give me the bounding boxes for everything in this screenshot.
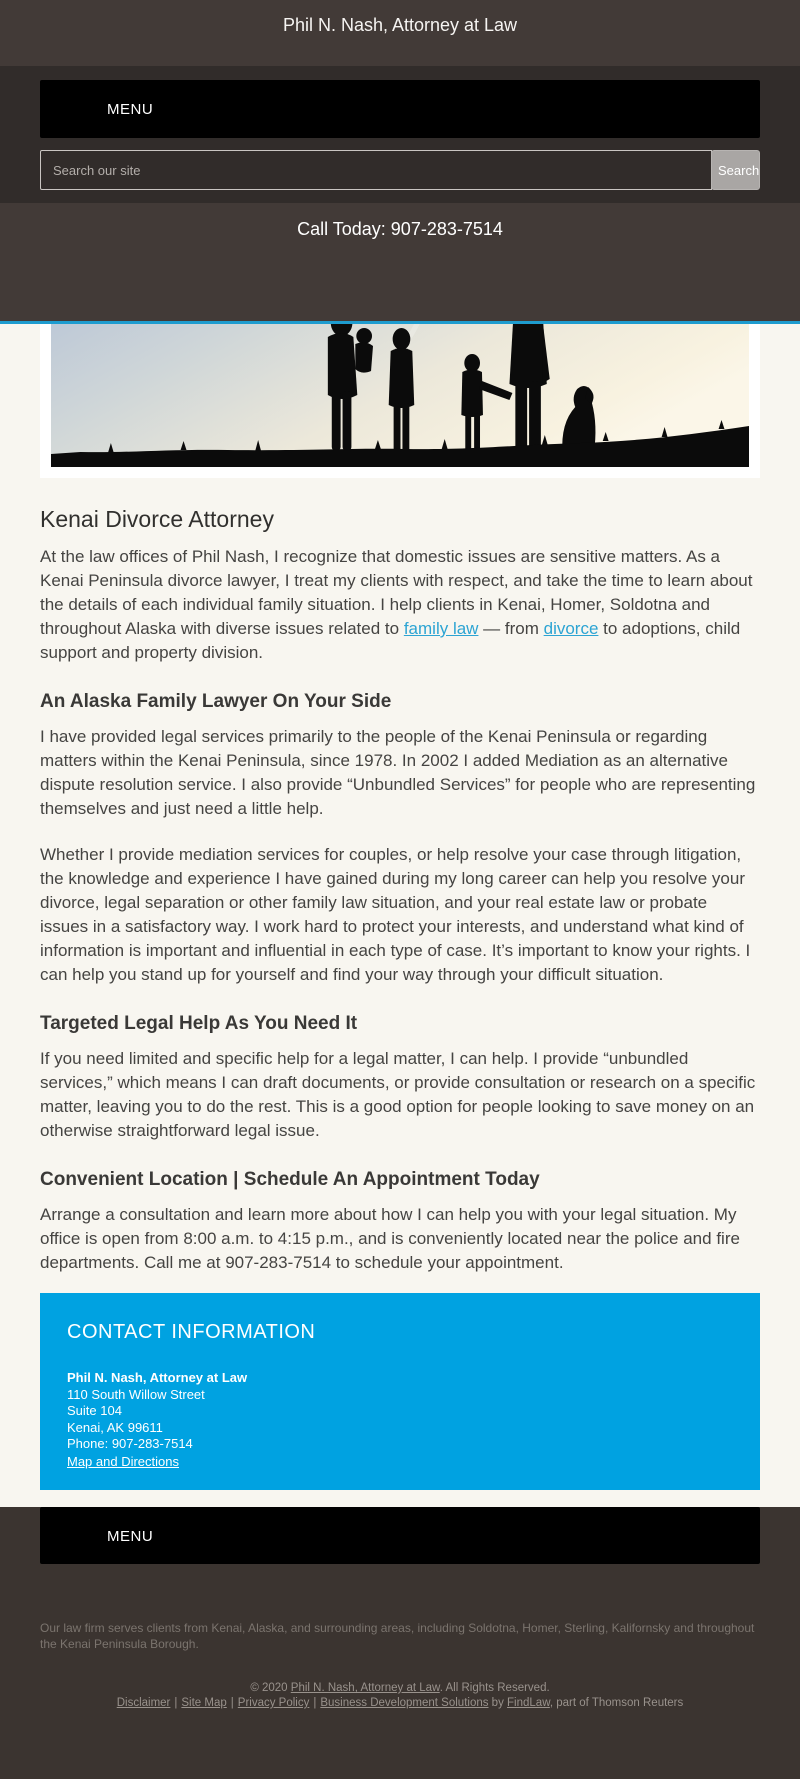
search-form <box>40 150 760 190</box>
nav-band <box>0 66 800 203</box>
intro-text-mid: — from <box>478 619 544 638</box>
site-map-link[interactable]: Site Map <box>181 1697 227 1709</box>
site-title: Phil N. Nash, Attorney at Law <box>282 15 518 35</box>
intro-paragraph <box>40 545 760 665</box>
contact-address-line2: Suite 104 <box>67 1403 122 1418</box>
map-and-directions-link[interactable]: Map and Directions <box>67 1453 179 1469</box>
firm-copyright-link[interactable]: Phil N. Nash, Attorney at Law <box>290 1682 440 1694</box>
page-title: Kenai Divorce Attorney <box>40 506 274 532</box>
separator: | <box>313 1697 317 1709</box>
main-content <box>0 324 800 1490</box>
findlaw-link[interactable]: FindLaw <box>507 1697 550 1709</box>
disclaimer-link[interactable]: Disclaimer <box>116 1697 171 1709</box>
paragraph: If you need limited and specific help for a legal matter, I can help. I provide “unbundled services,” which means I can draft documents, or provide consultation or research on a specific matter, leaving you to do the rest. This is a good option for people looking to save money on an otherwise straightforward legal issue. <box>40 1049 756 1140</box>
contact-city-state-zip: Kenai, AK 99611 <box>67 1419 163 1435</box>
contact-phone: Phone: 907-283-7514 <box>67 1436 193 1451</box>
hero-image-frame <box>40 324 760 478</box>
contact-heading: CONTACT INFORMATION <box>67 1321 316 1343</box>
main-menu-bar[interactable] <box>40 80 760 138</box>
intro-text-end: to adoptions, child support and property division. <box>40 619 741 662</box>
section-heading-family-lawyer: An Alaska Family Lawyer On Your Side <box>40 691 392 712</box>
paragraph: I have provided legal services primarily to the people of the Kenai Peninsula or regarding matters within the Kenai Peninsula, since 1978. In 2002 I added Mediation as an alternative dispute resolution service. I also provide “Unbundled Services” for people who are representing themselves and just need a little help. <box>40 727 756 818</box>
site-header <box>0 0 800 66</box>
service-area-text: Our law firm serves clients from Kenai, Alaska, and surrounding areas, including Soldotna, Homer, Sterling, Kalifornsky and throughout the Kenai Peninsula Borough. <box>40 1621 755 1651</box>
search-button[interactable]: Search <box>711 150 760 190</box>
privacy-policy-link[interactable]: Privacy Policy <box>237 1697 310 1709</box>
search-input[interactable] <box>40 150 712 190</box>
footer-menu-bar[interactable] <box>40 1507 760 1564</box>
legal-links-line <box>0 1696 800 1711</box>
menu-label: MENU <box>107 101 154 118</box>
family-silhouette-image <box>51 324 749 467</box>
separator: | <box>174 1697 178 1709</box>
contact-information-box <box>40 1293 760 1490</box>
divorce-link[interactable]: divorce <box>543 619 599 638</box>
by-text: by <box>488 1697 508 1709</box>
call-band <box>0 203 800 321</box>
footer-menu-label: MENU <box>107 1528 154 1545</box>
contact-address-line1: 110 South Willow Street <box>67 1386 205 1402</box>
contact-firm-name: Phil N. Nash, Attorney at Law <box>67 1370 248 1385</box>
paragraph: Arrange a consultation and learn more about how I can help you with your legal situation. My office is open from 8:00 a.m. to 4:15 p.m., and is conveniently located near the police and fire departments. Call me at 907-283-7514 to schedule your appointment. <box>40 1205 740 1272</box>
business-development-solutions-link[interactable]: Business Development Solutions <box>320 1697 489 1709</box>
copyright-line <box>0 1681 800 1696</box>
call-today-text: Call Today: 907-283-7514 <box>297 219 503 239</box>
copyright-block <box>0 1681 800 1711</box>
site-footer <box>0 1507 800 1779</box>
separator: | <box>230 1697 234 1709</box>
copyright-suffix: . All Rights Reserved. <box>439 1682 550 1694</box>
findlaw-suffix: , part of Thomson Reuters <box>549 1697 684 1709</box>
section-heading-targeted-help: Targeted Legal Help As You Need It <box>40 1013 358 1034</box>
paragraph: Whether I provide mediation services for couples, or help resolve your case through litigation, the knowledge and experience I have gained during my long career can help you resolve your divorce, legal separation or other family law situation, and your real estate law or probate issues in a satisfactory way. I work hard to protect your interests, and understand what kind of information is important and influential in each type of case. It’s important to know your rights. I can help you stand up for yourself and find your way through your difficult situation. <box>40 845 751 984</box>
section-heading-location: Convenient Location | Schedule An Appointment Today <box>40 1169 540 1190</box>
intro-text: At the law offices of Phil Nash, I recognize that domestic issues are sensitive matters. As a Kenai Peninsula divorce lawyer, I treat my clients with respect, and take the time to learn about the details of each individual family situation. I help clients in Kenai, Homer, Soldotna and throughout Alaska with diverse issues related to <box>40 547 753 638</box>
copyright-prefix: © 2020 <box>250 1682 291 1694</box>
family-law-link[interactable]: family law <box>403 619 479 638</box>
